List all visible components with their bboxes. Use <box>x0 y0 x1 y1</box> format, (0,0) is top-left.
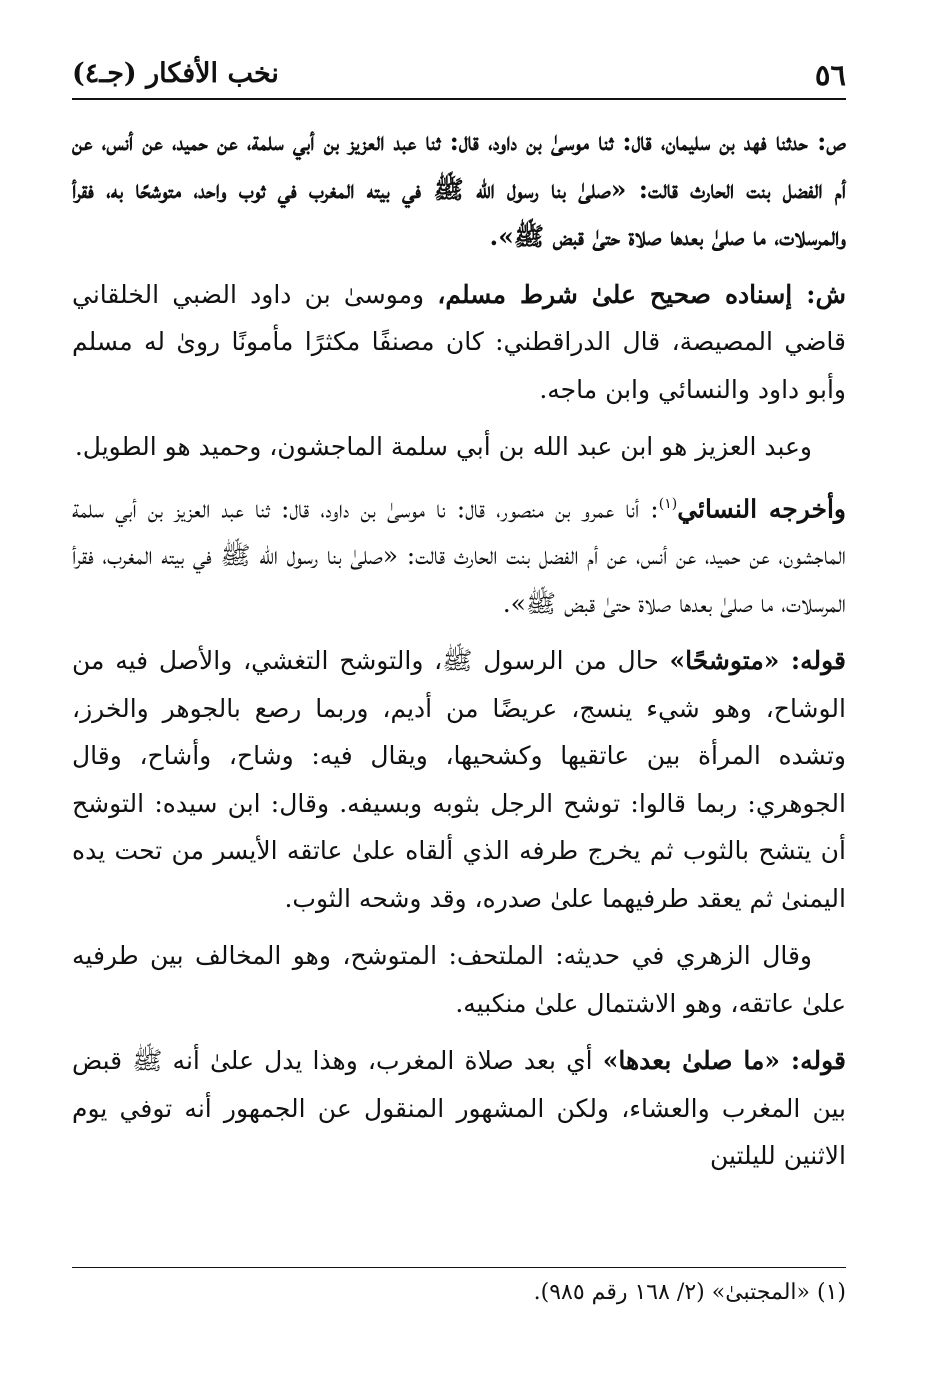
paragraph-commentary <box>72 271 846 414</box>
paragraph-nasai <box>72 481 846 628</box>
paragraph-text: وقال الزهري في حديثه: الملتحف: المتوشح، وهو المخالف بين طرفيه علىٰ عاتقه، وهو الاشتمال علىٰ منكبيه. <box>72 941 846 1018</box>
paragraph-text: حال من الرسول ﷺ، والتوشح التغشي، والأصل فيه من الوشاح، وهو شيء ينسج، عريضًا من أديم، وربما رصع بالجوهر والخرز، وتشده المرأة بين عاتقيها وكشحيها، ويقال فيه: وشاح، وأشاح، وقال الجوهري: ربما قالوا: توشح الرجل بثوبه وبسيفه. وقال: ابن سيده: التوشح أن يتشح بالثوب ثم يخرج طرفه الذي ألقاه علىٰ عاتقه الأيسر من تحت يده اليمنىٰ ثم يعقد طرفيهما علىٰ صدره، وقد وشحه الثوب. <box>72 646 846 913</box>
main-text <box>72 118 846 1190</box>
footnote: (١) «المجتبىٰ» (٢/ ١٦٨ رقم ٩٨٥). <box>533 1280 846 1305</box>
paragraph-lead: قوله: «ما صلىٰ بعدها» <box>602 1046 846 1076</box>
paragraph-text: وعبد العزيز هو ابن عبد الله بن أبي سلمة الماجشون، وحميد هو الطويل. <box>74 432 812 461</box>
paragraph-text: : أنا عمرو بن منصور، قال: نا موسىٰ بن داود، قال: ثنا عبد العزيز بن أبي سلمة الماجشون، عن حميد، عن أنس، عن أم الفضل بنت الحارث قالت: «صلىٰ بنا رسول الله ﷺ في بيته المغرب، فقرأ المرسلات، ما صلىٰ بعدها صلاة حتىٰ قبض ﷺ». <box>72 493 846 618</box>
page-header <box>72 52 846 100</box>
paragraph-ma-salla <box>72 1037 846 1180</box>
footnote-divider <box>72 1267 846 1268</box>
paragraph-text: أي بعد صلاة المغرب، وهذا يدل علىٰ أنه ﷺ قبض بين المغرب والعشاء، ولكن المشهور المنقول عن الجمهور أنه توفي يوم الاثنين لليلتين <box>72 1046 846 1171</box>
paragraph-text: ص: حدثنا فهد بن سليمان، قال: ثنا موسىٰ بن داود، قال: ثنا عبد العزيز بن أبي سلمة، عن حميد، عن أنس، عن أم الفضل بنت الحارث قالت: «صلىٰ بنا رسول الله ﷺ في بيته المغرب في ثوب واحد، متوشحًا به، فقرأ والمرسلات، ما صلىٰ بعدها صلاة حتىٰ قبض ﷺ». <box>72 127 846 251</box>
paragraph-zuhri <box>72 932 846 1027</box>
paragraph-lead: ش: إسناده صحيح علىٰ شرط مسلم، <box>437 279 846 309</box>
footnote-ref: (١) <box>658 495 678 512</box>
paragraph-lead: قوله: «متوشحًا» <box>669 646 846 676</box>
page-number: ٥٦ <box>814 58 846 92</box>
paragraph-mutawashshihan <box>72 637 846 922</box>
paragraph-lead: وأخرجه النسائي <box>677 493 847 523</box>
paragraph-text: وموسىٰ بن داود الضبي الخلقاني قاضي المصيصة، قال الدراقطني: كان مصنفًا مكثرًا مأمونًا روىٰ له مسلم وأبو داود والنسائي وابن ماجه. <box>72 279 846 404</box>
paragraph-hadith <box>72 118 846 261</box>
book-title: نخب الأفكار (جـ٤) <box>72 58 279 89</box>
paragraph-narrator-note <box>72 423 846 471</box>
